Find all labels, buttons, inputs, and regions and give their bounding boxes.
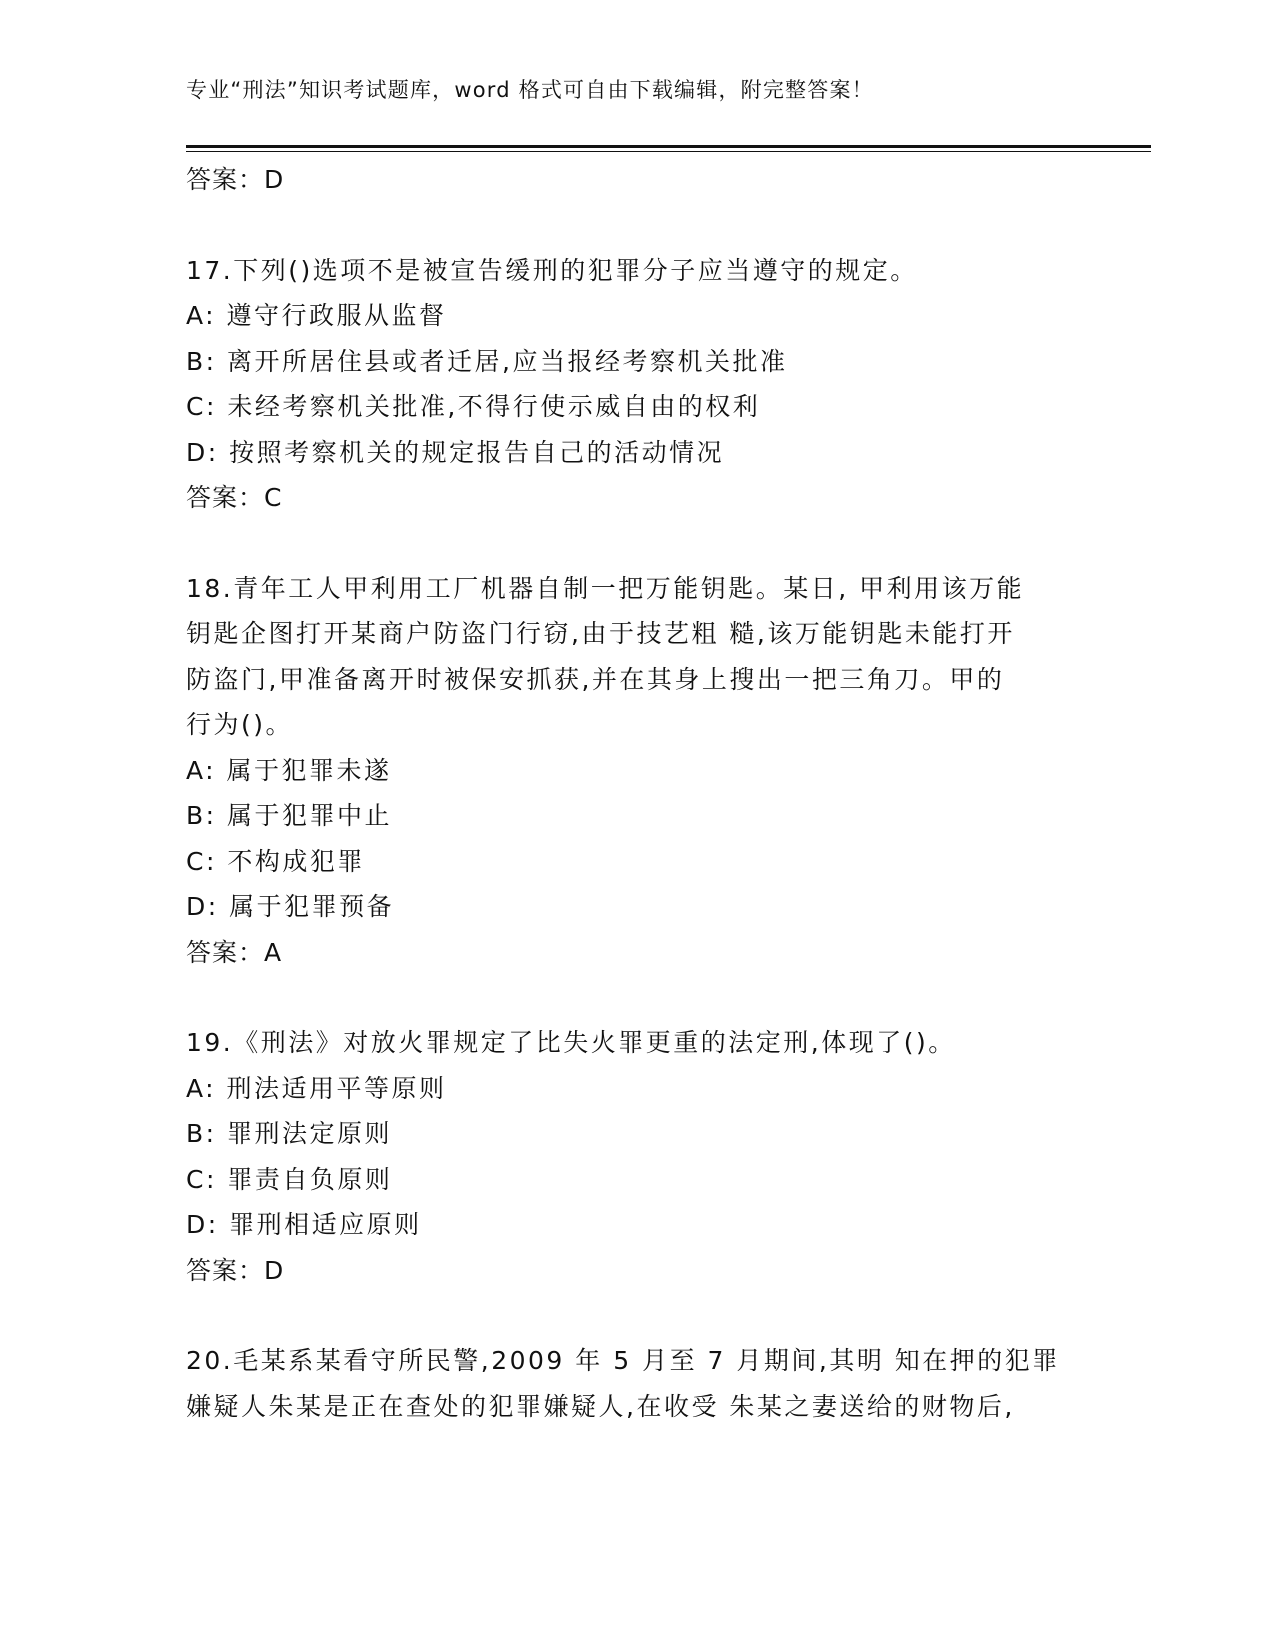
question-18 [186,566,1086,976]
option-c: C: 不构成犯罪 [186,846,365,876]
option-b: B: 离开所居住县或者迁居,应当报经考察机关批准 [186,346,788,376]
option-a: A: 属于犯罪未遂 [186,755,392,785]
question-text: 19.《刑法》对放火罪规定了比失火罪更重的法定刑,体现了()。 [186,1028,956,1057]
option-d: D: 罪刑相适应原则 [186,1210,422,1239]
option-b: B: 属于犯罪中止 [186,801,393,830]
question-text: 防盗门,甲准备离开时被保安抓获,并在其身上搜出一把三角刀。甲的 [186,664,1005,694]
answer-line: 答案：C [186,483,283,512]
question-text: 行为()。 [186,710,294,739]
option-c: C: 罪责自负原则 [186,1164,393,1194]
previous-answer-block [186,157,1086,203]
question-17 [186,248,1086,521]
question-text: 钥匙企图打开某商户防盗门行窃,由于技艺粗 糙,该万能钥匙未能打开 [186,619,1015,648]
option-d: D: 按照考察机关的规定报告自己的活动情况 [186,437,725,467]
header-rule-thin [186,151,1151,152]
header-rule-thick [186,145,1151,148]
option-a: A: 刑法适用平等原则 [186,1073,447,1103]
answer-line: 答案：D [186,165,285,194]
page-header: 专业“刑法”知识考试题库，word 格式可自由下载编辑，附完整答案！ [186,78,874,102]
question-text: 20.毛某系某看守所民警,2009 年 5 月至 7 月期间,其明 知在押的犯罪 [186,1346,1060,1375]
option-a: A: 遵守行政服从监督 [186,301,447,330]
question-19 [186,1020,1086,1293]
answer-line: 答案：D [186,1255,285,1285]
option-c: C: 未经考察机关批准,不得行使示威自由的权利 [186,392,761,421]
question-20 [186,1338,1086,1429]
option-d: D: 属于犯罪预备 [186,892,395,921]
option-b: B: 罪刑法定原则 [186,1119,393,1148]
question-text: 17.下列()选项不是被宣告缓刑的犯罪分子应当遵守的规定。 [186,255,918,285]
question-text: 嫌疑人朱某是正在查处的犯罪嫌疑人,在收受 朱某之妻送给的财物后, [186,1391,1015,1421]
question-text: 18.青年工人甲利用工厂机器自制一把万能钥匙。某日, 甲利用该万能 [186,573,1025,603]
document-body [186,157,1086,1474]
answer-line: 答案：A [186,937,283,967]
